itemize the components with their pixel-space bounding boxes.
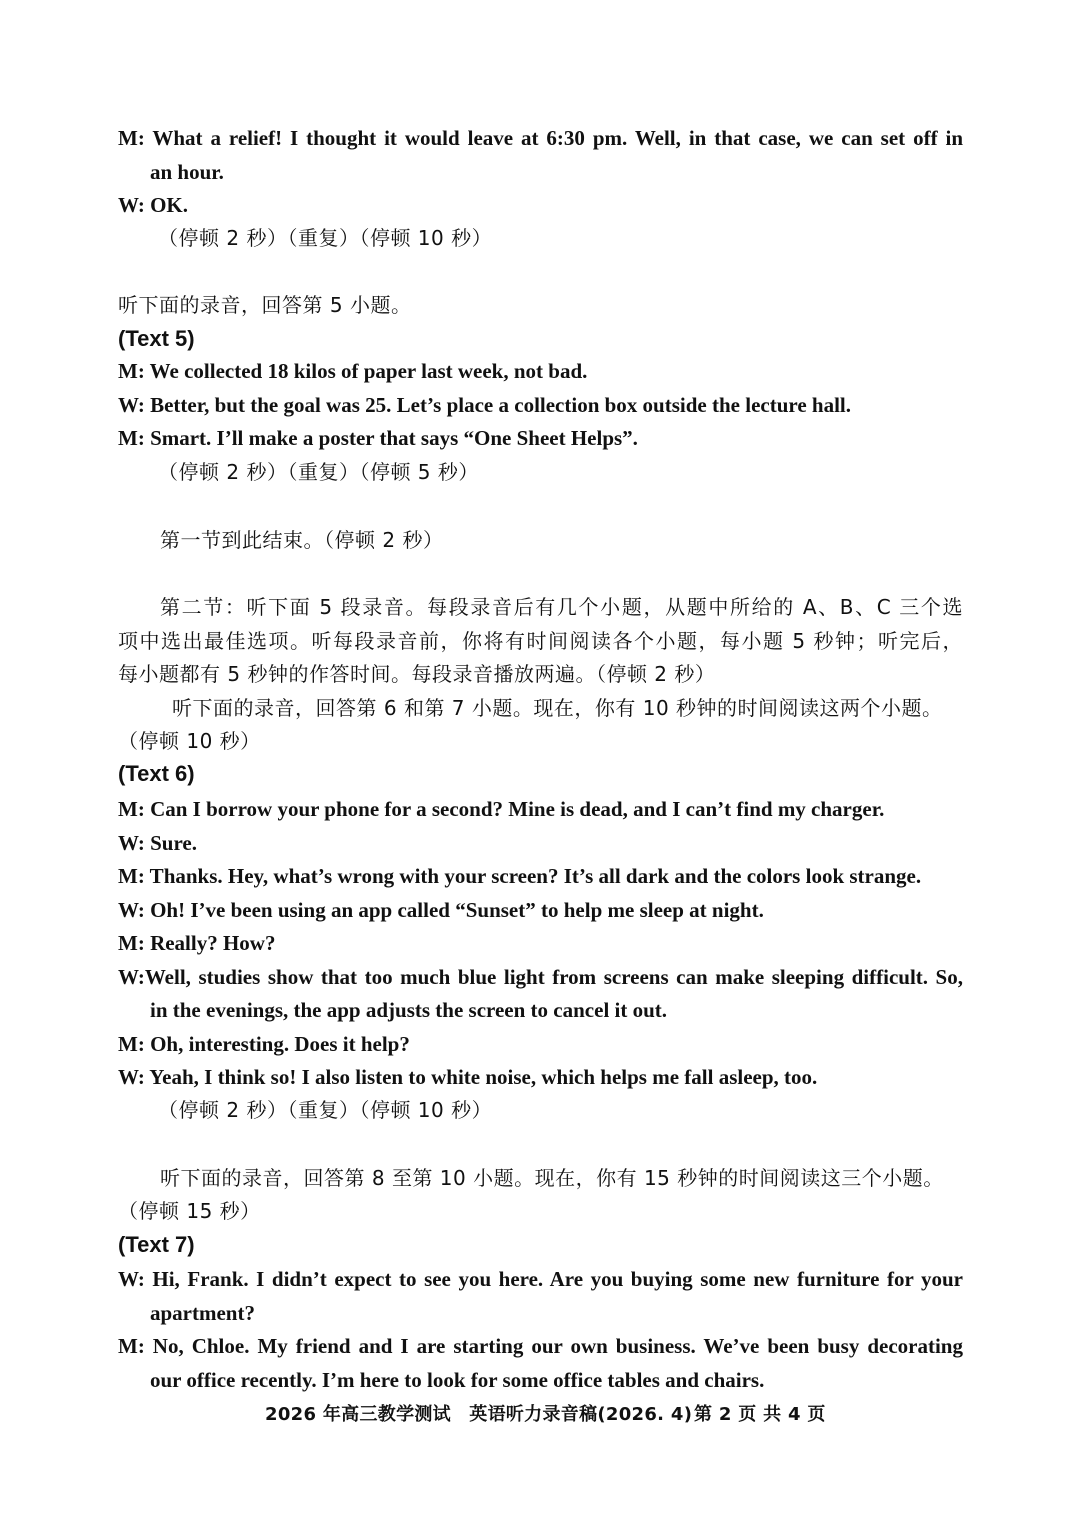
dialogue-line: W: Better, but the goal was 25. Let’s place a collection box outside the lecture hall. [118, 393, 851, 417]
pause-instruction: （停顿 2 秒）（重复）（停顿 10 秒） [158, 226, 493, 250]
dialogue-line-continued: in the evenings, the app adjusts the screen to cancel it out. [150, 998, 668, 1022]
dialogue-line-continued: our office recently. I’m here to look for some office tables and chairs. [150, 1368, 765, 1392]
text-heading: (Text 7) [118, 1232, 195, 1257]
dialogue-line: M: Thanks. Hey, what’s wrong with your screen? It’s all dark and the colors look strange. [118, 864, 922, 888]
footer-title: 2026 年高三教学测试 英语听力录音稿(2026. 4) [265, 1404, 693, 1425]
dialogue-line: M: Really? How? [118, 931, 276, 955]
dialogue-line: W:Well, studies show that too much blue light from screens can make sleeping difficult. So, [118, 965, 963, 989]
dialogue-line: W: Oh! I’ve been using an app called “Sunset” to help me sleep at night. [118, 898, 764, 922]
dialogue-line: M: No, Chloe. My friend and I are starting our own business. We’ve been busy decorating [118, 1334, 963, 1358]
text-heading: (Text 5) [118, 326, 195, 351]
dialogue-line-continued: an hour. [150, 160, 224, 184]
pause-instruction: （停顿 15 秒） [118, 1199, 261, 1223]
section-instruction: 每小题都有 5 秒钟的作答时间。每段录音播放两遍。（停顿 2 秒） [118, 662, 716, 686]
section-end-note: 第一节到此结束。（停顿 2 秒） [160, 528, 444, 552]
section-instruction: 听下面的录音，回答第 6 和第 7 小题。现在，你有 10 秒钟的时间阅读这两个小题。 [172, 696, 943, 720]
dialogue-line: W: Hi, Frank. I didn’t expect to see you here. Are you buying some new furniture for your [118, 1267, 963, 1291]
section-instruction: 项中选出最佳选项。听每段录音前，你将有时间阅读各个小题，每小题 5 秒钟；听完后， [118, 629, 963, 653]
section-instruction: 第二节：听下面 5 段录音。每段录音后有几个小题，从题中所给的 A、B、C 三个选 [160, 595, 963, 619]
dialogue-line: W: OK. [118, 193, 189, 217]
pause-instruction: （停顿 10 秒） [118, 729, 261, 753]
dialogue-line: M: What a relief! I thought it would leave at 6:30 pm. Well, in that case, we can set off in [118, 126, 963, 150]
dialogue-line: W: Sure. [118, 831, 197, 855]
dialogue-line: M: Can I borrow your phone for a second? Mine is dead, and I can’t find my charger. [118, 797, 885, 821]
dialogue-line: M: Oh, interesting. Does it help? [118, 1032, 410, 1056]
footer-page-number: 第 2 页 共 4 页 [694, 1404, 826, 1425]
text-heading: (Text 6) [118, 761, 195, 786]
section-instruction: 听下面的录音，回答第 8 至第 10 小题。现在，你有 15 秒钟的时间阅读这三个小题。 [160, 1166, 944, 1190]
dialogue-line: M: We collected 18 kilos of paper last week, not bad. [118, 359, 588, 383]
pause-instruction: （停顿 2 秒）（重复）（停顿 10 秒） [158, 1098, 493, 1122]
pause-instruction: （停顿 2 秒）（重复）（停顿 5 秒） [158, 460, 479, 484]
dialogue-line-continued: apartment? [150, 1301, 255, 1325]
section-instruction: 听下面的录音，回答第 5 小题。 [118, 293, 412, 317]
dialogue-line: M: Smart. I’ll make a poster that says “One Sheet Helps”. [118, 426, 638, 450]
dialogue-line: W: Yeah, I think so! I also listen to white noise, which helps me fall asleep, too. [118, 1065, 818, 1089]
